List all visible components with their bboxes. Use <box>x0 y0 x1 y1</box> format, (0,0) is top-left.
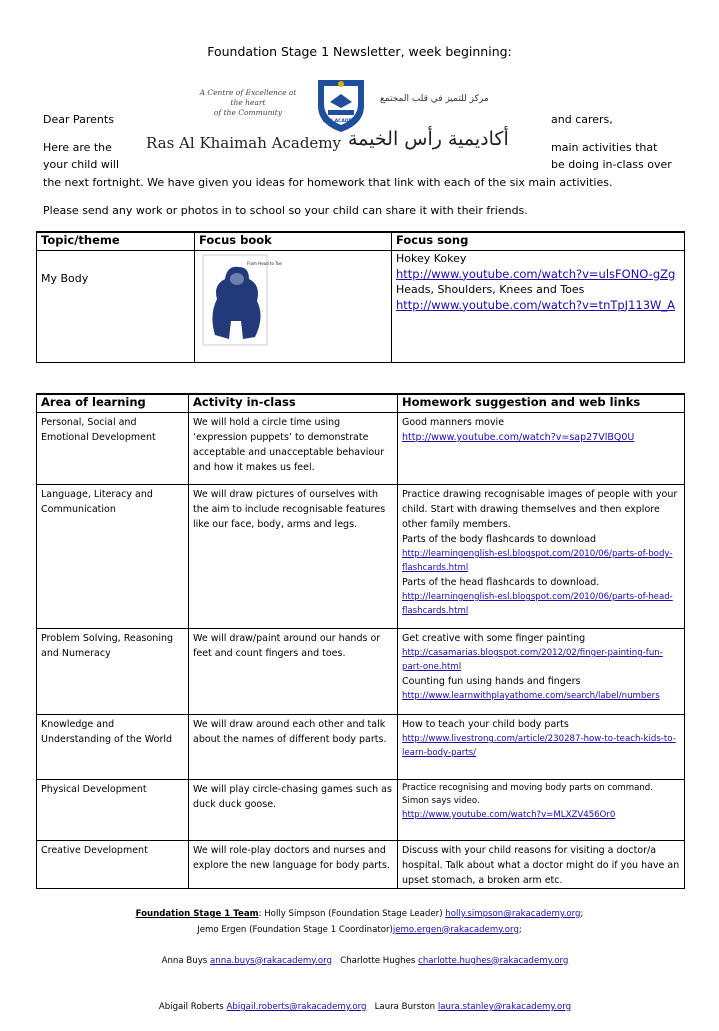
name-charlotte: Charlotte Hughes <box>332 956 418 966</box>
footer-line-2-text: Jemo Ergen (Foundation Stage 1 Coordinator) <box>197 925 393 935</box>
newsletter-title: Foundation Stage 1 Newsletter, week beginning: <box>0 44 719 59</box>
activities-table <box>36 393 685 889</box>
homework-text: Get creative with some finger painting <box>402 631 680 646</box>
homework-link[interactable]: http://www.youtube.com/watch?v=sap27VlBQ0U <box>402 430 680 445</box>
name-abigail: Abigail Roberts <box>159 1002 227 1012</box>
intro-be-doing: be doing in-class over <box>551 157 672 172</box>
intro-your-child-will: your child will <box>43 157 119 172</box>
footer-line-3 <box>0 938 719 985</box>
song-2-name: Heads, Shoulders, Knees and Toes <box>396 282 680 298</box>
intro-here-are-the: Here are the <box>43 140 112 155</box>
homework-text: How to teach your child body parts <box>402 717 680 732</box>
logo-tagline <box>198 88 298 118</box>
homework-text: Good manners movie <box>402 415 680 430</box>
logo-name-english: Ras Al Khaimah Academy <box>146 134 341 152</box>
intro-dear-parents: Dear Parents <box>43 112 114 127</box>
topic-table-header <box>37 232 685 251</box>
table-row <box>37 841 685 889</box>
homework-link[interactable]: http://www.youtube.com/watch?v=MLXZV456Or0 <box>402 808 680 822</box>
topic-table-row <box>37 251 685 363</box>
activity-cell: We will draw around each other and talk about the names of different body parts. <box>189 715 398 780</box>
table-row <box>37 780 685 841</box>
table-row <box>37 715 685 780</box>
header-activity: Activity in-class <box>189 394 398 413</box>
homework-text-2: Counting fun using hands and fingers <box>402 674 680 689</box>
email-anna[interactable]: anna.buys@rakacademy.org <box>210 956 332 966</box>
email-laura[interactable]: laura.stanley@rakacademy.org <box>438 1002 571 1012</box>
table-row <box>37 485 685 629</box>
intro-line-4: Please send any work or photos in to school so your child can share it with their friends. <box>43 203 528 218</box>
team-label: Foundation Stage 1 Team <box>136 909 259 919</box>
footer-line-1-end: ; <box>581 909 584 919</box>
header-focus-song: Focus song <box>392 232 685 251</box>
homework-cell <box>398 780 685 841</box>
header-focus-book: Focus book <box>195 232 392 251</box>
song-1-name: Hokey Kokey <box>396 251 680 267</box>
academy-crest-icon <box>310 76 372 134</box>
intro-and-carers: and carers, <box>551 112 613 127</box>
homework-text-2: Parts of the body flashcards to download <box>402 532 680 547</box>
footer-line-1-text: : Holly Simpson (Foundation Stage Leader) <box>259 909 446 919</box>
email-holly[interactable]: holly.simpson@rakacademy.org <box>445 909 580 919</box>
homework-text: Practice drawing recognisable images of people with your child. Start with drawing themselves and then explore other family members. <box>402 487 680 532</box>
activity-cell: We will draw pictures of ourselves with the aim to include recognisable features like our face, body, arms and legs. <box>189 485 398 629</box>
song-2-link[interactable]: http://www.youtube.com/watch?v=tnTpJ113W_A <box>396 298 680 314</box>
homework-text: Practice recognising and moving body parts on command. Simon says video. <box>402 782 680 808</box>
book-cover-icon <box>203 255 267 345</box>
homework-link[interactable]: http://learningenglish-esl.blogspot.com/2010/06/parts-of-body-flashcards.html <box>402 547 680 575</box>
area-cell: Creative Development <box>37 841 189 889</box>
header-homework: Homework suggestion and web links <box>398 394 685 413</box>
topic-name: My Body <box>41 271 190 287</box>
area-cell: Personal, Social and Emotional Development <box>37 413 189 485</box>
team-footer <box>0 907 719 1031</box>
table-row <box>37 629 685 715</box>
topic-table <box>36 231 685 363</box>
header-area: Area of learning <box>37 394 189 413</box>
intro-main-activities: main activities that <box>551 140 657 155</box>
focus-song-cell <box>392 251 685 363</box>
area-cell: Physical Development <box>37 780 189 841</box>
focus-book-cell <box>195 251 392 363</box>
logo-arabic-tagline: مركز للتميز في قلب المجتمع <box>380 94 489 104</box>
activity-cell: We will role-play doctors and nurses and explore the new language for body parts. <box>189 841 398 889</box>
homework-cell: Discuss with your child reasons for visiting a doctor/a hospital. Talk about what a doctor might do if you have an upset stomach, a broken arm etc. <box>398 841 685 889</box>
topic-cell <box>37 251 195 363</box>
homework-link-2[interactable]: http://learningenglish-esl.blogspot.com/2010/06/parts-of-head-flashcards.html <box>402 590 680 618</box>
area-cell: Problem Solving, Reasoning and Numeracy <box>37 629 189 715</box>
logo-name-arabic: أكاديمية رأس الخيمة <box>348 128 509 150</box>
homework-cell <box>398 413 685 485</box>
activity-cell: We will draw/paint around our hands or feet and count fingers and toes. <box>189 629 398 715</box>
book-cover-text: From Head to Toe <box>247 261 282 266</box>
intro-line-3: the next fortnight. We have given you ideas for homework that link with each of the six main activities. <box>43 175 612 190</box>
activity-cell: We will play circle-chasing games such as duck duck goose. <box>189 780 398 841</box>
name-anna: Anna Buys <box>162 956 210 966</box>
email-charlotte[interactable]: charlotte.hughes@rakacademy.org <box>418 956 568 966</box>
name-laura: Laura Burston <box>366 1002 437 1012</box>
homework-cell <box>398 629 685 715</box>
activity-cell: We will hold a circle time using ‘expression puppets’ to demonstrate acceptable and unacceptable behaviour and how it makes us feel. <box>189 413 398 485</box>
table-row <box>37 413 685 485</box>
header-topic: Topic/theme <box>37 232 195 251</box>
homework-link[interactable]: http://www.livestrong.com/article/230287-how-to-teach-kids-to-learn-body-parts/ <box>402 732 680 760</box>
homework-text-3: Parts of the head flashcards to download. <box>402 575 680 590</box>
school-logo <box>140 64 539 160</box>
song-1-link[interactable]: http://www.youtube.com/watch?v=ulsFONO-gZg <box>396 267 680 283</box>
footer-line-2-end: ; <box>519 925 522 935</box>
logo-tagline-1: A Centre of Excellence at the heart <box>200 88 297 107</box>
footer-line-4 <box>0 985 719 1031</box>
email-abigail[interactable]: Abigail.roberts@rakacademy.org <box>227 1002 367 1012</box>
footer-line-2 <box>0 923 719 939</box>
footer-line-1 <box>0 907 719 923</box>
email-jemo[interactable]: jemo.ergen@rakacademy.org <box>393 925 519 935</box>
area-cell: Knowledge and Understanding of the World <box>37 715 189 780</box>
homework-cell <box>398 485 685 629</box>
homework-link[interactable]: http://casamarias.blogspot.com/2012/02/finger-painting-fun-part-one.html <box>402 646 680 674</box>
logo-tagline-2: of the Community <box>214 108 282 117</box>
activities-table-header <box>37 394 685 413</box>
homework-cell <box>398 715 685 780</box>
crest-text: RAK ACADEMY <box>323 118 361 124</box>
homework-link-2[interactable]: http://www.learnwithplayathome.com/search/label/numbers <box>402 689 680 703</box>
area-cell: Language, Literacy and Communication <box>37 485 189 629</box>
